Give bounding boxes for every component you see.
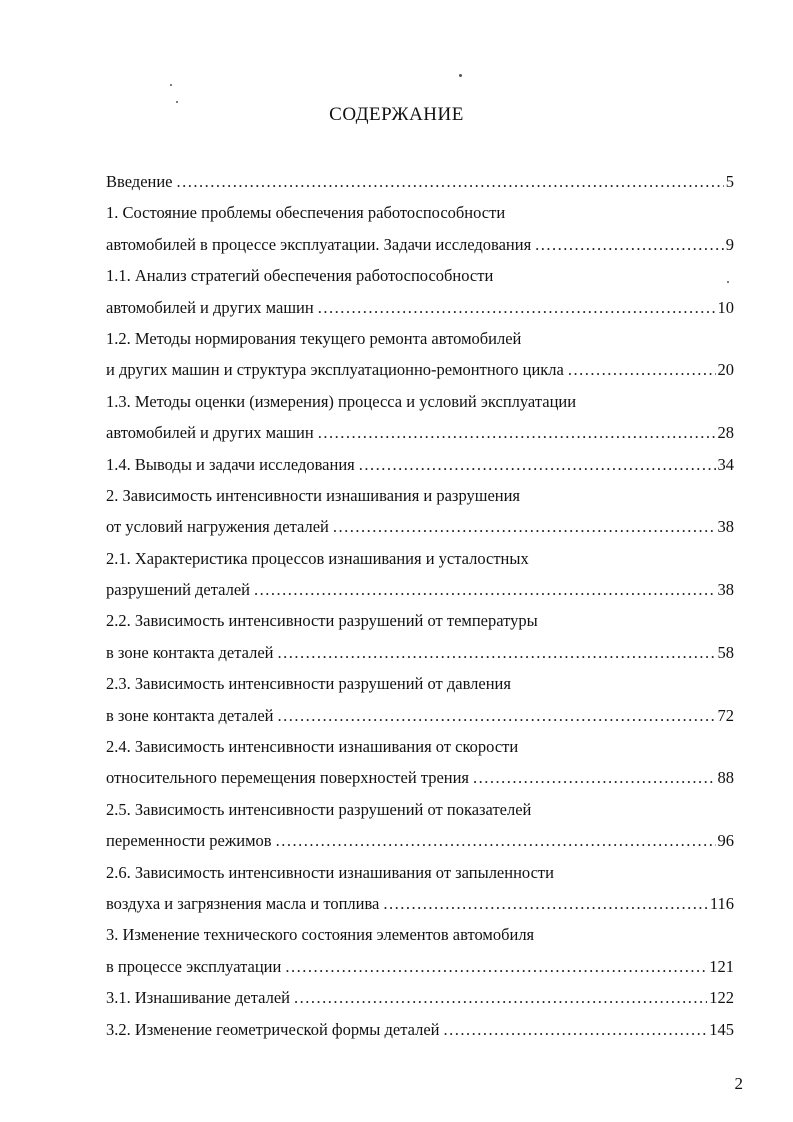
toc-entry-text: разрушений деталей [106, 580, 251, 600]
page-number: 2 [734, 1074, 743, 1093]
toc-entry-line-last [106, 292, 734, 323]
toc-page-number: 38 [717, 517, 734, 537]
page-title: СОДЕРЖАНИЕ [329, 104, 464, 125]
toc-page-number: 9 [725, 234, 734, 254]
toc-entry-text: 1.3. Методы оценки (измерения) процесса и условий эксплуатации [106, 391, 577, 411]
toc-leader-dots [278, 700, 716, 731]
toc-entry [106, 794, 734, 857]
toc-entry-line-last [106, 700, 734, 731]
toc-entry-line-last [106, 229, 734, 260]
toc-entry-line-last [106, 354, 734, 385]
toc-entry-text: в зоне контакта деталей [106, 642, 274, 662]
toc-entry-text: 2.2. Зависимость интенсивности разрушений от температуры [106, 611, 538, 631]
toc-entry-text: 3.2. Изменение геометрической формы деталей [106, 1019, 440, 1039]
toc-entry-line-last [106, 417, 734, 448]
toc-page-number: 96 [717, 831, 734, 851]
toc-leader-dots [473, 762, 715, 793]
toc-entry-text: автомобилей и других машин [106, 297, 314, 317]
toc-entry [106, 543, 734, 606]
toc-page-number: 88 [717, 768, 734, 788]
toc-page-number: 72 [717, 705, 734, 725]
toc-page-number: 116 [709, 893, 734, 913]
toc-leader-dots [254, 574, 715, 605]
toc-leader-dots [276, 825, 716, 856]
toc-leader-dots [568, 354, 716, 385]
toc-entry-line-last [106, 449, 734, 480]
toc-entry-text: 3.1. Изнашивание деталей [106, 988, 290, 1008]
scan-speck [459, 74, 462, 77]
toc-entry-line [106, 668, 734, 699]
toc-entry [106, 323, 734, 386]
toc-entry-text: 2.1. Характеристика процессов изнашивания и усталостных [106, 548, 529, 568]
toc-entry [106, 386, 734, 449]
toc-entry-text: от условий нагружения деталей [106, 517, 329, 537]
toc-entry-line [106, 857, 734, 888]
toc-entry-text: 1.1. Анализ стратегий обеспечения работоспособности [106, 266, 494, 286]
toc-leader-dots [444, 1014, 708, 1045]
toc-leader-dots [177, 166, 724, 197]
toc-entry-line-last [106, 951, 734, 982]
table-of-contents [106, 166, 734, 1045]
toc-entry-line-last [106, 1014, 734, 1045]
toc-entry [106, 982, 734, 1013]
toc-entry-line [106, 260, 734, 291]
toc-entry-text: воздуха и загрязнения масла и топлива [106, 893, 380, 913]
toc-entry-text: Введение [106, 172, 173, 191]
toc-entry [106, 857, 734, 920]
toc-page-number: 10 [717, 297, 734, 317]
toc-entry-line [106, 794, 734, 825]
toc-page-number: 145 [709, 1019, 734, 1039]
toc-entry-line-last [106, 574, 734, 605]
toc-entry-text: в процессе эксплуатации [106, 956, 282, 976]
toc-page-number: 5 [725, 172, 734, 191]
toc-entry-text: 2.3. Зависимость интенсивности разрушений от давления [106, 674, 511, 694]
toc-leader-dots [359, 449, 716, 480]
toc-entry-line [106, 731, 734, 762]
toc-page-number: 34 [717, 454, 734, 474]
toc-page-number: 28 [717, 423, 734, 443]
toc-entry-text: 1. Состояние проблемы обеспечения работоспособности [106, 203, 506, 223]
toc-entry [106, 166, 734, 197]
toc-entry-line-last [106, 166, 734, 197]
toc-leader-dots [294, 982, 707, 1013]
toc-entry-text: и других машин и структура эксплуатационно-ремонтного цикла [106, 360, 564, 380]
toc-entry [106, 605, 734, 668]
toc-entry [106, 919, 734, 982]
toc-entry-line [106, 543, 734, 574]
toc-entry-text: в зоне контакта деталей [106, 705, 274, 725]
toc-leader-dots [318, 417, 716, 448]
toc-entry-line [106, 919, 734, 950]
toc-entry [106, 260, 734, 323]
toc-entry-text: 2.5. Зависимость интенсивности разрушений от показателей [106, 799, 532, 819]
toc-entry-text: автомобилей в процессе эксплуатации. Задачи исследования [106, 234, 532, 254]
toc-entry-text: 2.6. Зависимость интенсивности изнашивания от запыленности [106, 862, 554, 882]
toc-page-number: 58 [717, 642, 734, 662]
toc-entry-line-last [106, 511, 734, 542]
toc-entry [106, 668, 734, 731]
toc-entry-line [106, 323, 734, 354]
toc-entry-line-last [106, 888, 734, 919]
toc-entry-line [106, 197, 734, 228]
toc-entry-text: 2. Зависимость интенсивности изнашивания и разрушения [106, 485, 521, 505]
toc-page-number: 38 [717, 580, 734, 600]
toc-page-number: 122 [709, 988, 734, 1008]
toc-entry-line [106, 386, 734, 417]
toc-entry-text: переменности режимов [106, 831, 272, 851]
toc-leader-dots [333, 511, 716, 542]
toc-entry-line-last [106, 762, 734, 793]
toc-entry [106, 480, 734, 543]
scan-speck [176, 101, 178, 103]
toc-leader-dots [383, 888, 707, 919]
toc-leader-dots [285, 951, 707, 982]
toc-leader-dots [535, 229, 724, 260]
toc-entry-text: 3. Изменение технического состояния элементов автомобиля [106, 925, 535, 945]
toc-entry-line [106, 480, 734, 511]
toc-leader-dots [318, 292, 716, 323]
toc-entry-line-last [106, 637, 734, 668]
toc-entry-text: 1.2. Методы нормирования текущего ремонта автомобилей [106, 328, 522, 348]
toc-entry-text: 2.4. Зависимость интенсивности изнашивания от скорости [106, 737, 519, 757]
toc-entry [106, 449, 734, 480]
toc-entry-text: автомобилей и других машин [106, 423, 314, 443]
toc-leader-dots [278, 637, 716, 668]
scan-speck [170, 84, 172, 86]
toc-entry-line-last [106, 825, 734, 856]
toc-entry-line-last [106, 982, 734, 1013]
toc-entry-text: 1.4. Выводы и задачи исследования [106, 454, 355, 474]
toc-page-number: 121 [709, 956, 734, 976]
toc-entry [106, 731, 734, 794]
toc-entry-text: относительного перемещения поверхностей трения [106, 768, 470, 788]
toc-entry [106, 197, 734, 260]
toc-entry-line [106, 605, 734, 636]
toc-page-number: 20 [717, 360, 734, 380]
toc-entry [106, 1014, 734, 1045]
